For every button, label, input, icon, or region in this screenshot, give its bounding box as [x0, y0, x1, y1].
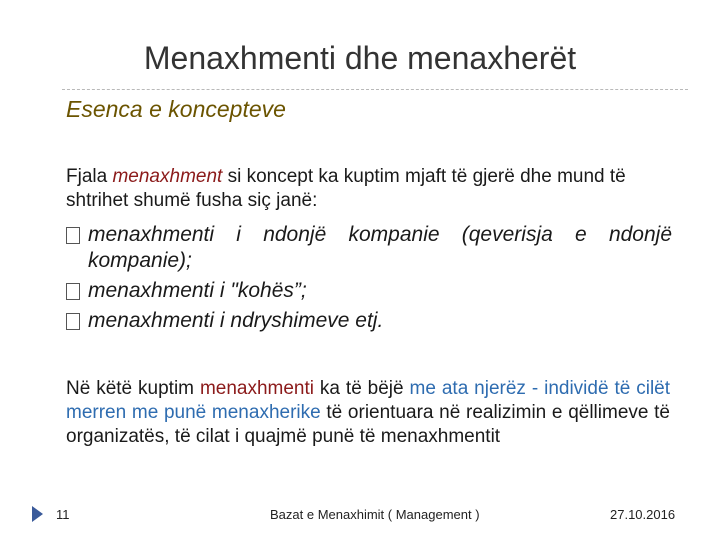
definition-text-before: Në këtë kuptim	[66, 378, 200, 399]
footer-course-title: Bazat e Menaxhimit ( Management )	[270, 507, 480, 522]
slide-footer	[0, 503, 720, 527]
definition-highlight-term: menaxhmenti	[199, 378, 314, 399]
checkbox-square-icon	[66, 227, 80, 244]
list-item	[66, 308, 672, 334]
footer-date: 27.10.2016	[610, 507, 676, 522]
triangle-arrow-icon	[32, 506, 43, 522]
intro-text-before: Fjala	[66, 166, 113, 187]
page-number: 11	[56, 507, 70, 522]
intro-paragraph	[66, 165, 670, 213]
definition-highlight-people: me ata njerëz - individë të cilët merren me punë menaxherike	[66, 378, 671, 423]
slide-title: Menaxhmenti dhe menaxherët	[143, 40, 577, 76]
slide-subtitle: Esenca e koncepteve	[66, 96, 286, 122]
bullet-text: menaxhmenti i "kohës”;	[88, 279, 307, 302]
checkbox-square-icon	[66, 283, 80, 300]
bullet-text: menaxhmenti i ndonjë kompanie (qeverisja e ndonjë kompanie);	[88, 223, 672, 272]
definition-paragraph	[66, 377, 670, 449]
intro-text-after: si koncept ka kuptim mjaft të gjerë dhe mund të shtrihet shumë fusha siç janë:	[66, 166, 626, 211]
title-divider	[62, 89, 688, 90]
definition-text-middle: ka të bëjë	[314, 378, 410, 399]
definition-text-after: të orientuara në realizimin e qëllimeve të organizatës, të cilat i quajmë punë të menaxhmentit	[66, 402, 670, 447]
list-item	[66, 222, 672, 274]
bullet-list	[66, 222, 672, 338]
intro-highlight-term: menaxhment	[112, 166, 223, 187]
bullet-text: menaxhmenti i ndryshimeve etj.	[88, 309, 384, 332]
checkbox-square-icon	[66, 313, 80, 330]
list-item	[66, 278, 672, 304]
